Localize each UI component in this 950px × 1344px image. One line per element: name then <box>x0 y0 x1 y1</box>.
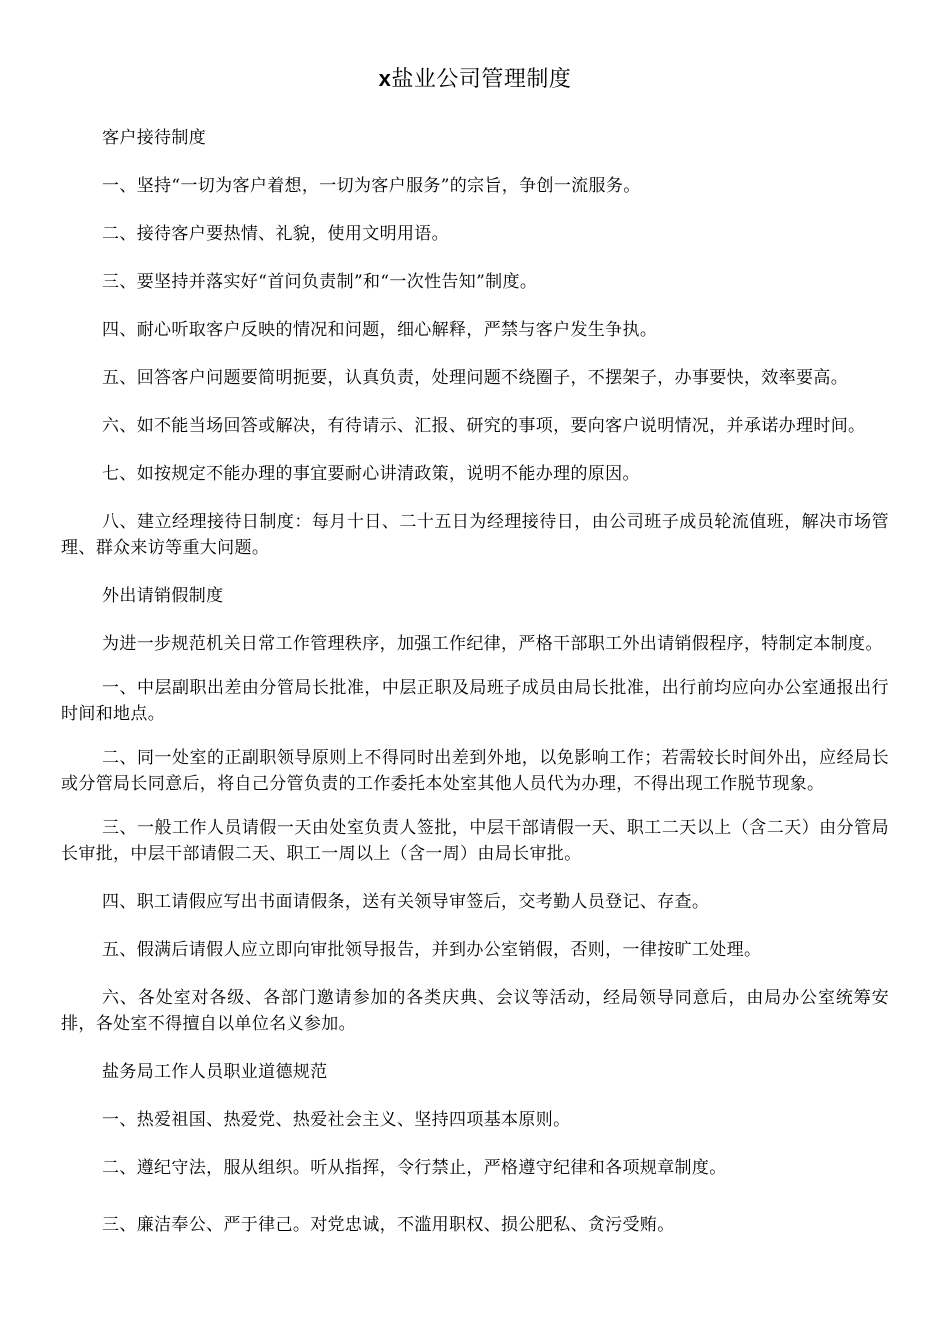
paragraph: 七、如按规定不能办理的事宜要耐心讲清政策，说明不能办理的原因。 <box>102 464 640 484</box>
paragraph: 一、中层副职出差由分管局长批准，中层正职及局班子成员由局长批准，出行前均应向办公室通报出行时间和地点。 <box>61 678 889 724</box>
paragraph: 二、遵纪守法，服从组织。听从指挥，令行禁止，严格遵守纪律和各项规章制度。 <box>102 1158 727 1178</box>
paragraph: 四、职工请假应写出书面请假条，送有关领导审签后，交考勤人员登记、存查。 <box>102 892 710 912</box>
paragraph: 五、回答客户问题要简明扼要，认真负责，处理问题不绕圈子，不摆架子，办事要快，效率要高。 <box>102 368 849 388</box>
paragraph: 六、如不能当场回答或解决，有待请示、汇报、研究的事项，要向客户说明情况，并承诺办理时间。 <box>102 416 866 436</box>
paragraph: 五、假满后请假人应立即向审批领导报告，并到办公室销假，否则，一律按旷工处理。 <box>102 940 762 960</box>
title-prefix: x <box>378 66 392 91</box>
title-main: 盐业公司管理制度 <box>391 67 572 92</box>
paragraph: 二、接待客户要热情、礼貌，使用文明用语。 <box>102 224 449 244</box>
paragraph: 三、廉洁奉公、严于律己。对党忠诚，不滥用职权、损公肥私、贪污受贿。 <box>102 1215 675 1235</box>
paragraph: 三、要坚持并落实好“首问负责制”和“一次性告知”制度。 <box>102 272 538 292</box>
paragraph: 八、建立经理接待日制度：每月十日、二十五日为经理接待日，由公司班子成员轮流值班，解决市场管理、群众来访等重大问题。 <box>61 512 889 558</box>
paragraph: 一、热爱祖国、热爱党、热爱社会主义、坚持四项基本原则。 <box>102 1110 571 1130</box>
paragraph: 二、同一处室的正副职领导原则上不得同时出差到外地，以免影响工作；若需较长时间外出，应经局长或分管局长同意后，将自己分管负责的工作委托本处室其他人员代为办理，不得出现工作脱节现象。 <box>61 748 889 794</box>
paragraph: 一、坚持“一切为客户着想，一切为客户服务”的宗旨，争创一流服务。 <box>102 176 641 196</box>
paragraph: 六、各处室对各级、各部门邀请参加的各类庆典、会议等活动，经局领导同意后，由局办公室统筹安排，各处室不得擅自以单位名义参加。 <box>61 988 889 1034</box>
section-heading-leave: 外出请销假制度 <box>102 586 224 606</box>
paragraph: 为进一步规范机关日常工作管理秩序，加强工作纪律，严格干部职工外出请销假程序，特制定本制度。 <box>102 634 883 654</box>
section-heading-reception: 客户接待制度 <box>102 128 207 148</box>
paragraph: 三、一般工作人员请假一天由处室负责人签批，中层干部请假一天、职工二天以上（含二天）由分管局长审批，中层干部请假二天、职工一周以上（含一周）由局长审批。 <box>61 818 889 864</box>
paragraph: 四、耐心听取客户反映的情况和问题，细心解释，严禁与客户发生争执。 <box>102 320 658 340</box>
document-body <box>61 125 889 1238</box>
section-heading-ethics: 盐务局工作人员职业道德规范 <box>102 1062 328 1082</box>
document-title <box>0 62 950 97</box>
